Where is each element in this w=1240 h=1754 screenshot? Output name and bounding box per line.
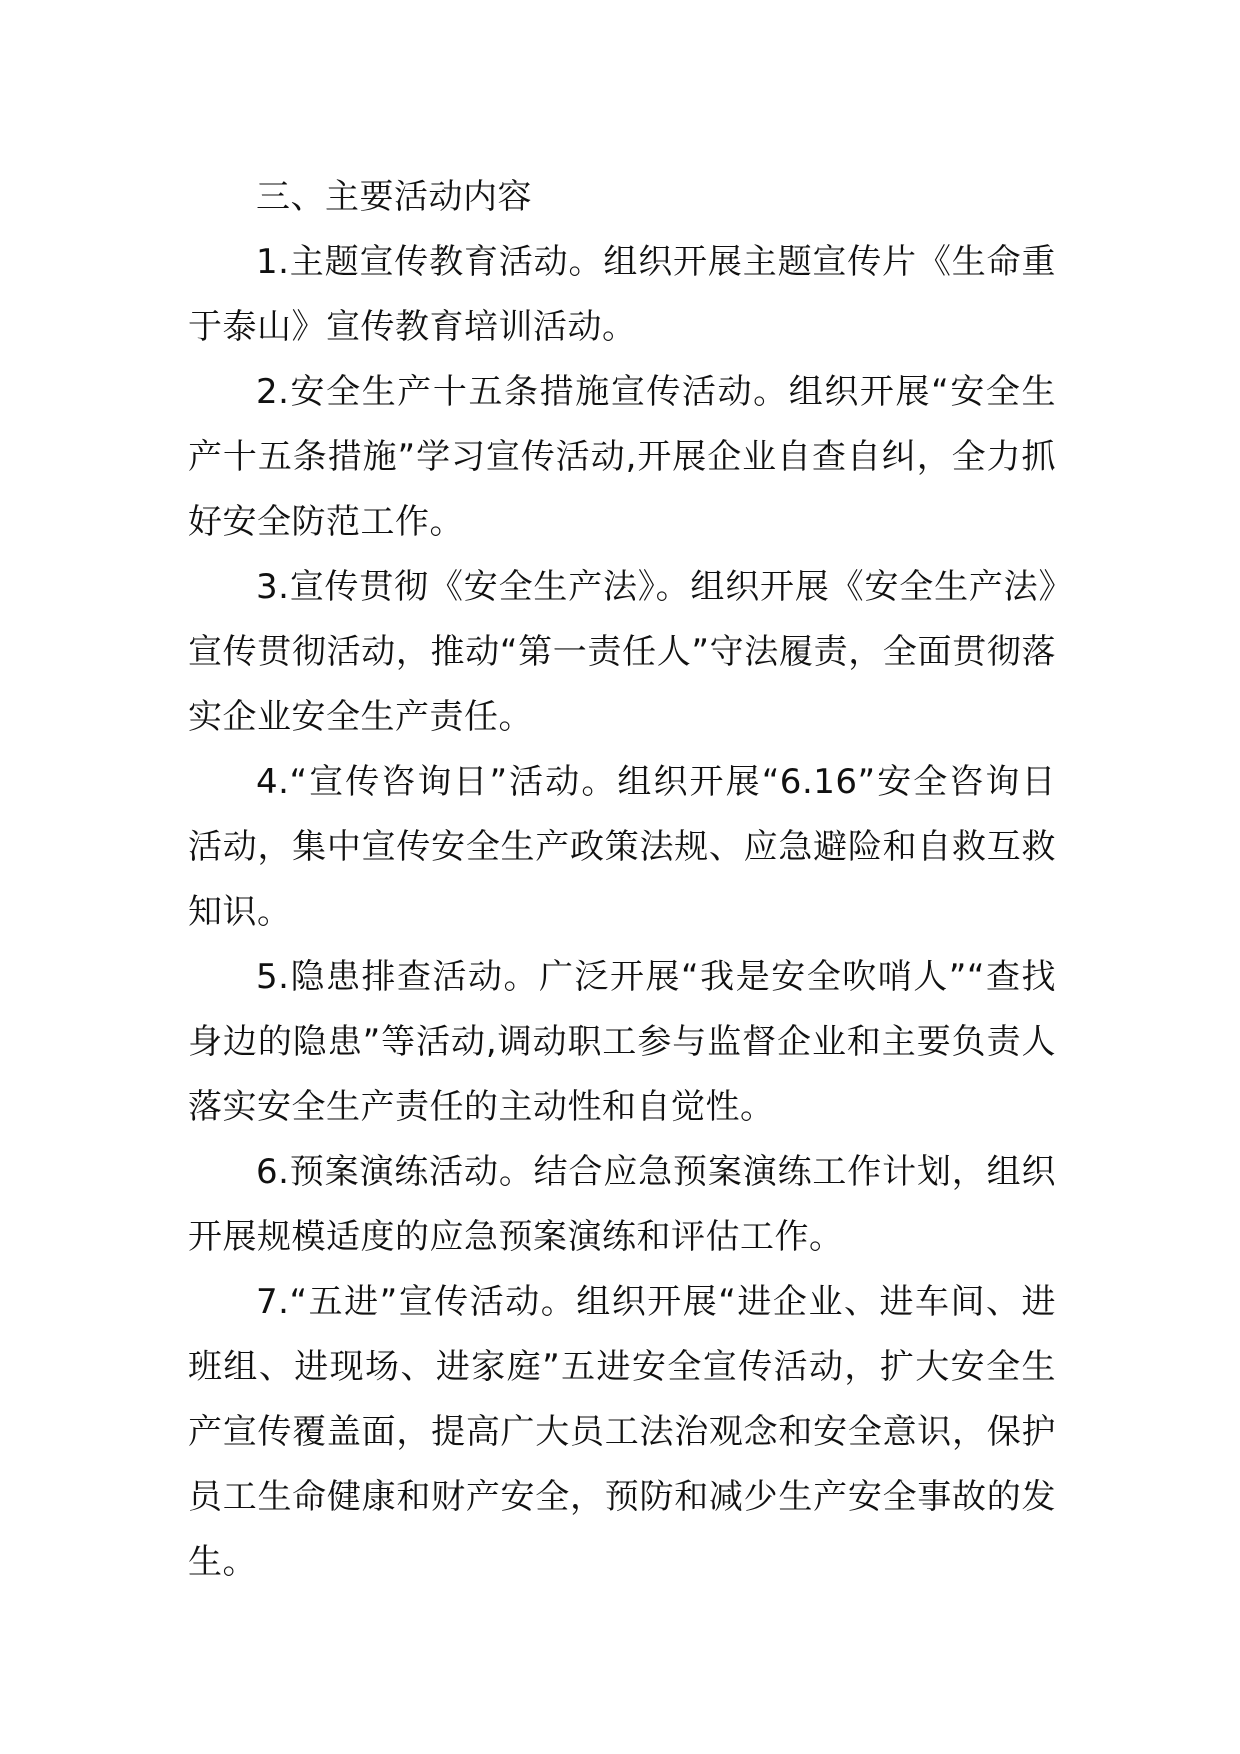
activity-paragraph-3: 3.宣传贯彻《安全生产法》。组织开展《安全生产法》宣传贯彻活动，推动“第一责任人”守法履责，全面贯彻落实企业安全生产责任。: [188, 567, 1056, 737]
activity-paragraph-1: 1.主题宣传教育活动。组织开展主题宣传片《生命重于泰山》宣传教育培训活动。: [188, 242, 1056, 347]
section-heading: 三、主要活动内容: [256, 177, 532, 217]
activity-paragraph-6: 6.预案演练活动。结合应急预案演练工作计划，组织开展规模适度的应急预案演练和评估工作。: [188, 1152, 1056, 1257]
activity-paragraph-2: 2.安全生产十五条措施宣传活动。组织开展“安全生产十五条措施”学习宣传活动,开展企业自查自纠，全力抓好安全防范工作。: [188, 372, 1056, 542]
activity-paragraph-5: 5.隐患排查活动。广泛开展“我是安全吹哨人”“查找身边的隐患”等活动,调动职工参与监督企业和主要负责人落实安全生产责任的主动性和自觉性。: [188, 957, 1056, 1127]
activity-paragraph-7: 7.“五进”宣传活动。组织开展“进企业、进车间、进班组、进现场、进家庭”五进安全宣传活动，扩大安全生产宣传覆盖面，提高广大员工法治观念和安全意识，保护员工生命健康和财产安全，预防和减少生产安全事故的发生。: [188, 1282, 1056, 1582]
activity-paragraph-4: 4.“宣传咨询日”活动。组织开展“6.16”安全咨询日活动，集中宣传安全生产政策法规、应急避险和自救互救知识。: [188, 762, 1056, 932]
document-body: [188, 165, 1056, 1595]
